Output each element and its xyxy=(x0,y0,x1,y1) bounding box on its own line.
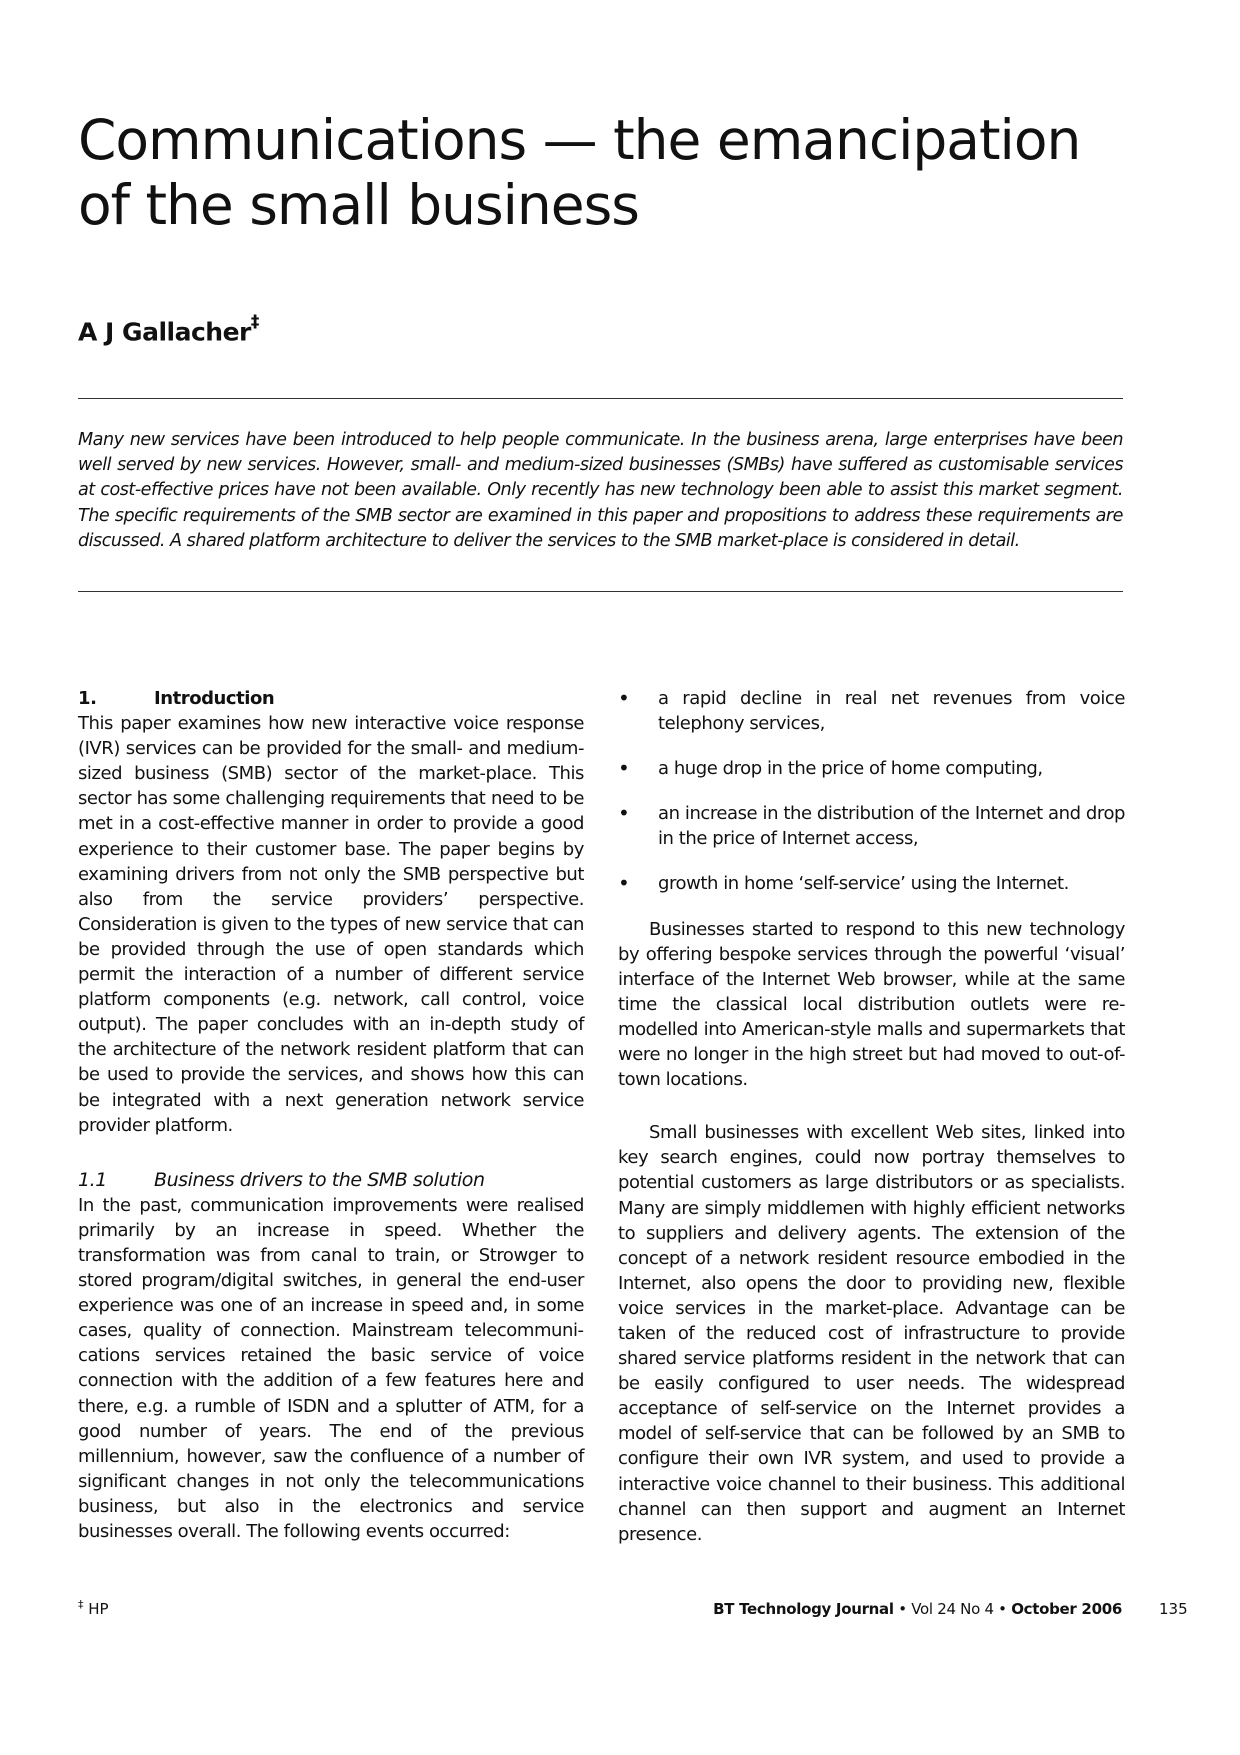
section-1-text: This paper examines how new interactive voice response (IVR) services can be provided for the small- and medium-sized business (SMB) sector of the market-place. This sector has some challenging requirements that need to be met in a cost-effective manner in order to provide a good experience to their customer base. The paper begins by examining drivers from not only the SMB perspective but also from the service providers’ perspective. Consideration is given to the types of new service that can be provided through the use of open standards which permit the interaction of a number of different service platform components (e.g. network, call control, voice output). The paper concludes with an in-depth study of the architecture of the network resident platform that can be used to provide the services, and shows how this can be integrated with a next generation network service provider platform. xyxy=(78,713,584,1136)
paper-title: Communications — the emancipation of the small business xyxy=(78,108,1081,237)
author-name: A J Gallacher xyxy=(78,317,251,347)
author-line xyxy=(78,312,259,347)
left-column xyxy=(78,686,584,1544)
section-1-number: 1. xyxy=(78,688,97,709)
list-item: • an increase in the distribution of the Internet and drop in the price of Internet access, xyxy=(618,801,1125,851)
abstract-top-rule xyxy=(78,398,1123,399)
list-item: • a huge drop in the price of home computing, xyxy=(618,756,1125,781)
footnote-text: HP xyxy=(88,1600,109,1618)
section-1-1-title: Business drivers to the SMB solution xyxy=(154,1168,485,1191)
footer-separator: • xyxy=(993,1600,1012,1618)
section-1-1-text: In the past, communication improvements were realised primarily by an increase in speed. Whether the transformation was from canal to train, or Strowger to stored program/digital switches, in general the end-user experience was one of an increase in speed and, in some cases, quality of connection. Mainstream telecommunications services retained the basic service of voice connection with the addition of a few features here and there, e.g. a rumble of ISDN and a splutter of ATM, for a good number of years. The end of the previous millennium, however, saw the confluence of a number of significant changes in not only the telecommunications business, but also in the electronics and service businesses overall. The following events occurred: xyxy=(78,1194,584,1542)
paragraph: Small businesses with excellent Web sites, linked into key search engines, could now portray themselves to potential customers as large distributors or as specialists. Many are simply middlemen with highly efficient networks to suppliers and delivery agents. The extension of the concept of a network resident resource embodied in the Internet, also opens the door to providing new, flexible voice services in the market-place. Advantage can be taken of the reduced cost of infrastructure to provide shared service platforms resident in the network that can be easily configured to user needs. The widespread acceptance of self-service on the Internet provides a model of self-service that can be followed by an SMB to configure their own IVR system, and used to provide a interactive voice channel to their business. This additional channel can then support and augment an Internet presence. xyxy=(618,1122,1125,1545)
footnote xyxy=(78,1598,109,1618)
section-1-1-number: 1.1 xyxy=(78,1168,107,1191)
section-1-title: Introduction xyxy=(154,688,275,709)
page-number: 135 xyxy=(1159,1600,1188,1618)
journal-volume: Vol 24 No 4 xyxy=(911,1600,994,1618)
journal-date: October 2006 xyxy=(1011,1600,1122,1618)
list-item: • a rapid decline in real net revenues from voice telephony services, xyxy=(618,686,1125,736)
footnote-mark: ‡ xyxy=(78,1598,84,1611)
paragraph: Businesses started to respond to this new technology by offering bespoke services through the powerful ‘visual’ interface of the Internet Web browser, while at the same time the classical local distribution outlets were re-modelled into American-style malls and supermarkets that were no longer in the high street but had moved to out-of-town locations. xyxy=(618,918,1125,1091)
events-list xyxy=(618,686,1125,897)
abstract-bottom-rule xyxy=(78,591,1123,592)
footer-separator: • xyxy=(893,1600,912,1618)
abstract: Many new services have been introduced to help people communicate. In the business arena, large enterprises have been well served by new services. However, small- and medium-sized businesses (SMBs) have suffered as customisable services at cost-effective prices have not been available. Only recently has new technology been able to assist this market segment. The specific requirements of the SMB sector are examined in this paper and propositions to address these requirements are discussed. A shared platform architecture to deliver the services to the SMB market-place is considered in detail. xyxy=(78,430,1123,551)
section-1-1-heading xyxy=(78,1168,584,1193)
author-footnote-mark: ‡ xyxy=(250,312,259,332)
list-item: • growth in home ‘self-service’ using the Internet. xyxy=(618,871,1125,896)
journal-name: BT Technology Journal xyxy=(713,1600,894,1618)
journal-footer xyxy=(713,1600,1122,1618)
section-1-heading xyxy=(78,686,584,711)
right-column xyxy=(618,686,1125,1547)
